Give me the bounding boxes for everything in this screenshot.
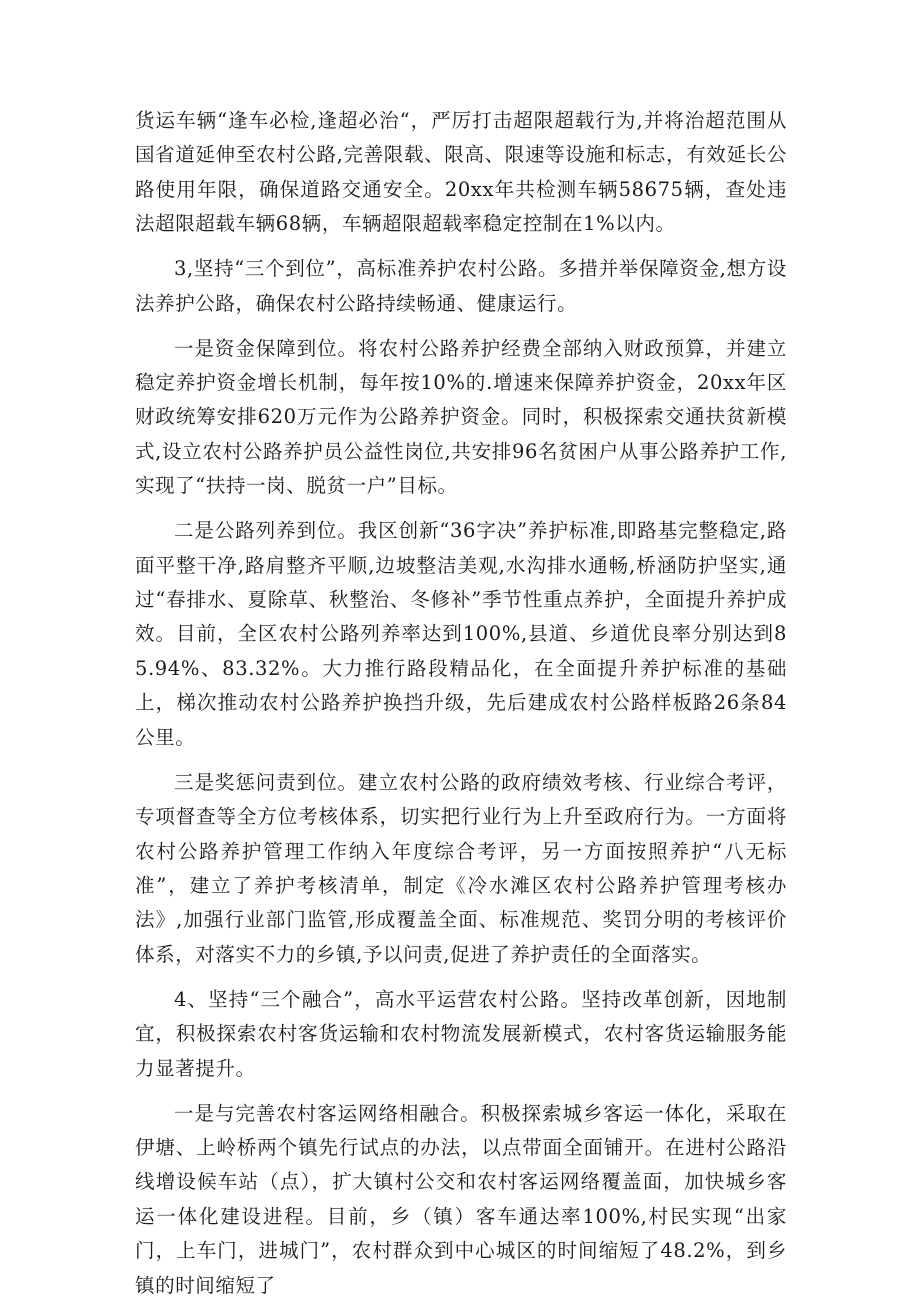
paragraph-overload-control: 货运车辆“逢车必检,逢超必治“，严厉打击超限超载行为,并将治超范围从国省道延伸至农村公路,完善限载、限高、限速等设施和标志，有效延长公路使用年限，确保道路交通安全。20xx年共检测车辆58675辆，查处违法超限超载车辆68辆，车辆超限超载率稳定控制在1%以内。: [135, 109, 787, 236]
paragraph-three-in-place: 3,坚持“三个到位”，高标准养护农村公路。多措并举保障资金,想方设法养护公路，确保农村公路持续畅通、健康运行。: [135, 257, 787, 315]
paragraph-road-maintenance: 二是公路列养到位。我区创新“36字决”养护标准,即路基完整稳定,路面平整干净,路肩整齐平顺,边坡整洁美观,水沟排水通畅,桥涵防护坚实,通过“春排水、夏除草、秋整治、冬修补”季节性重点养护，全面提升养护成效。目前，全区农村公路列养率达到100%,县道、乡道优良率分别达到85.94%、83.32%。大力推行路段精品化，在全面提升养护标准的基础上，梯次推动农村公路养护换挡升级，先后建成农村公路样板路26条84公里。: [135, 519, 787, 749]
document-page: [135, 104, 787, 1303]
paragraph-passenger-network: 一是与完善农村客运网络相融合。积极探索城乡客运一体化，采取在伊塘、上岭桥两个镇先行试点的办法，以点带面全面铺开。在进村公路沿线增设候车站（点），扩大镇村公交和农村客运网络覆盖面，加快城乡客运一体化建设进程。目前，乡（镇）客车通达率100%,村民实现“出家门，上车门，进城门”，农村群众到中心城区的时间缩短了48.2%，到乡镇的时间缩短了: [135, 1101, 787, 1297]
paragraph-funding-guarantee: 一是资金保障到位。将农村公路养护经费全部纳入财政预算，并建立稳定养护资金增长机制，每年按10%的.增速来保障养护资金，20xx年区财政统筹安排620万元作为公路养护资金。同时，积极探索交通扶贫新模式,设立农村公路养护员公益性岗位,共安排96名贫困户从事公路养护工作,实现了“扶持一岗、脱贫一户”目标。: [135, 336, 787, 498]
paragraph-accountability: 三是奖惩问责到位。建立农村公路的政府绩效考核、行业综合考评，专项督查等全方位考核体系，切实把行业行为上升至政府行为。一方面将农村公路养护管理工作纳入年度综合考评，另一方面按照养护“八无标准”，建立了养护考核清单，制定《冷水滩区农村公路养护管理考核办法》,加强行业部门监管,形成覆盖全面、标准规范、奖罚分明的考核评价体系，对落实不力的乡镇,予以问责,促进了养护责任的全面落实。: [135, 770, 787, 966]
paragraph-three-integrations: 4、坚持“三个融合”，高水平运营农村公路。坚持改革创新，因地制宜，积极探索农村客货运输和农村物流发展新模式，农村客货运输服务能力显著提升。: [135, 987, 787, 1080]
